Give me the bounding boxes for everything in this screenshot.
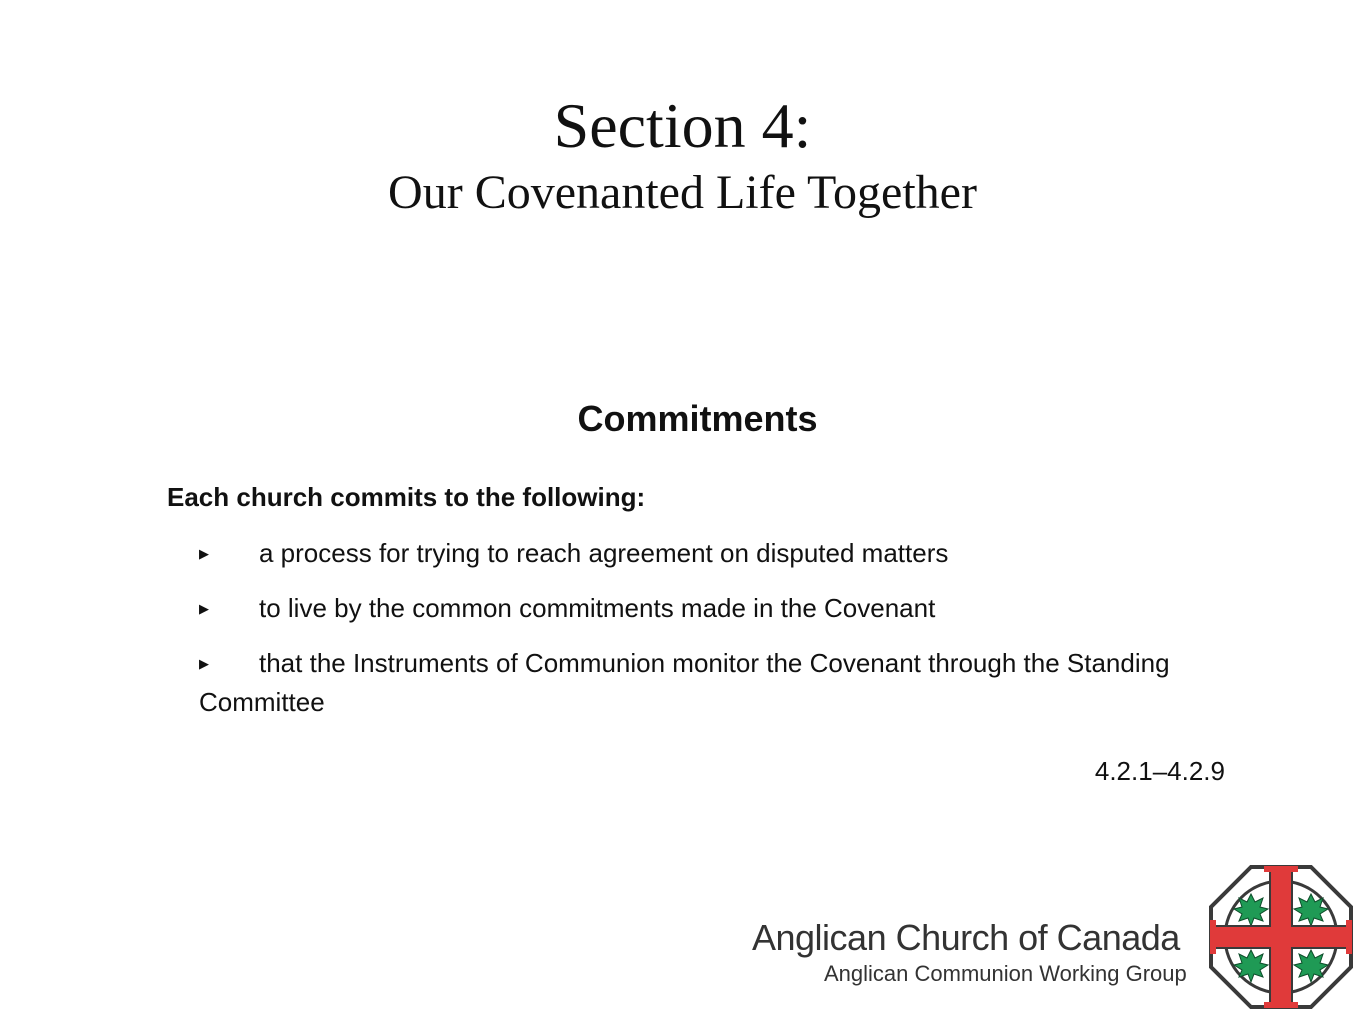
section-reference: 4.2.1–4.2.9	[1094, 756, 1225, 786]
bullet-text: to live by the common commitments made in the Covenant	[259, 593, 936, 623]
anglican-cross-maple-leaf-icon	[1208, 864, 1354, 1010]
section-heading: Commitments	[577, 398, 818, 439]
working-group-name: Anglican Communion Working Group	[824, 961, 1187, 986]
organization-logo-text	[752, 916, 1187, 988]
intro-text: Each church commits to the following:	[167, 482, 646, 512]
organization-name: Anglican Church of Canada	[752, 917, 1180, 958]
slide-subtitle: Our Covenanted Life Together	[388, 166, 977, 219]
bullet-text: that the Instruments of Communion monitor the Covenant through the Standing Committee	[199, 648, 1170, 717]
list-item	[199, 589, 1229, 628]
triangle-bullet-icon: ▶	[199, 546, 209, 561]
commitments-list	[199, 534, 1229, 737]
list-item	[199, 644, 1229, 721]
triangle-bullet-icon: ▶	[199, 656, 209, 671]
triangle-bullet-icon: ▶	[199, 601, 209, 616]
bullet-text: a process for trying to reach agreement on disputed matters	[259, 538, 949, 568]
slide-title-block	[0, 88, 1365, 222]
slide-title: Section 4:	[553, 90, 812, 161]
list-item	[199, 534, 1229, 573]
